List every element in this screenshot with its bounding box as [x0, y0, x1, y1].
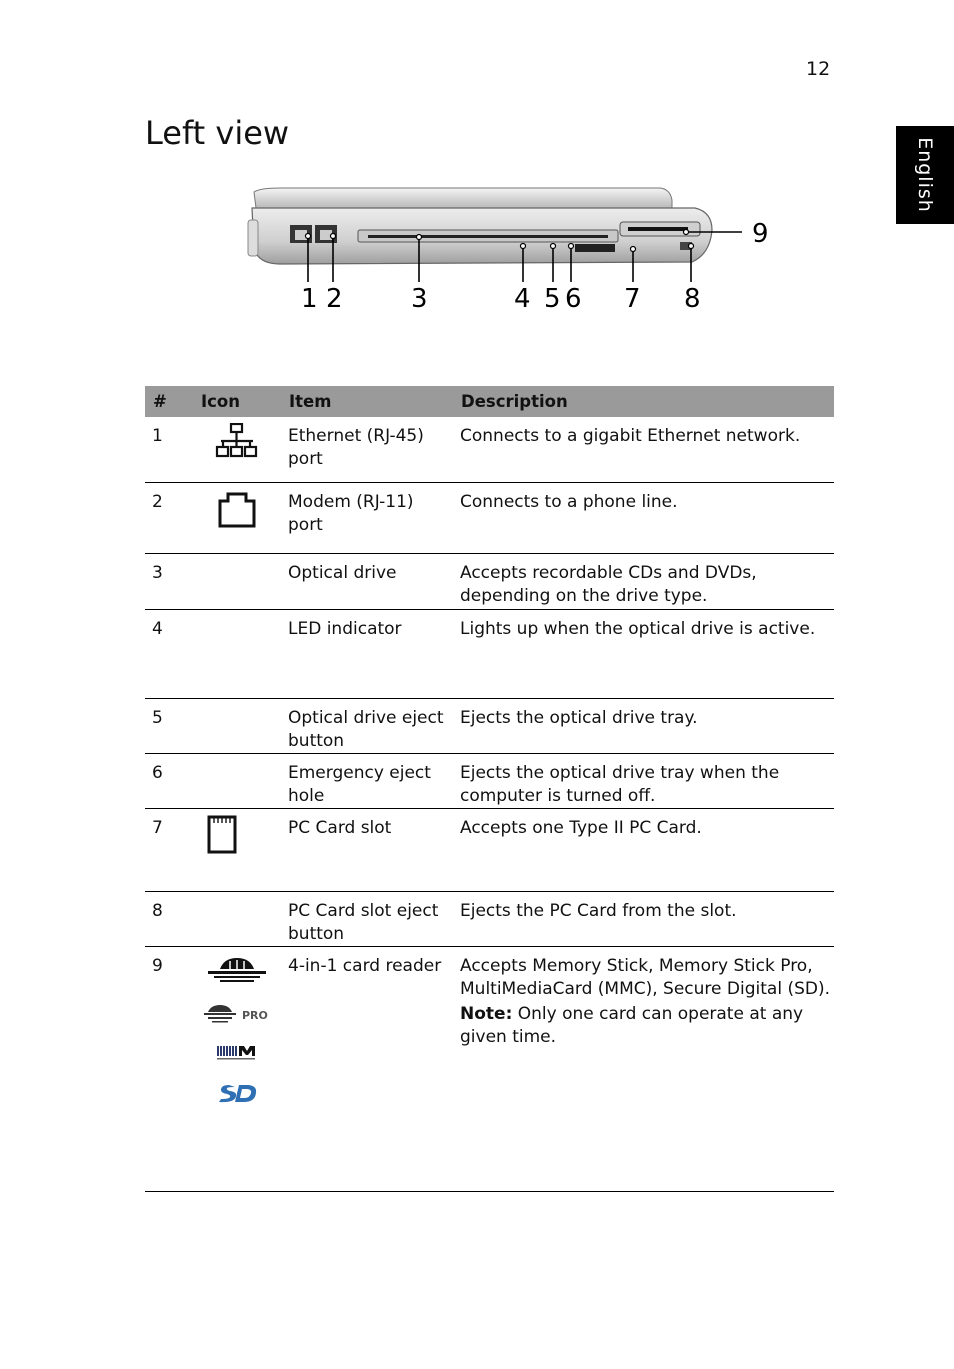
callout-4: 4: [514, 284, 531, 314]
row-icon: [193, 482, 281, 553]
row-number: 3: [145, 553, 193, 609]
row-number: 8: [145, 891, 193, 946]
page-title: Left view: [145, 114, 290, 152]
row-icon: [193, 753, 281, 808]
row-number: 4: [145, 609, 193, 698]
row-item: Optical drive eject button: [281, 698, 453, 753]
row-item: PC Card slot eject button: [281, 891, 453, 946]
card-reader-icons: [193, 953, 281, 1105]
row-description: Accepts recordable CDs and DVDs, depending on the drive type.: [453, 553, 834, 609]
table-row: [145, 482, 834, 553]
header-icon: Icon: [193, 386, 281, 417]
row-description: Ejects the optical drive tray when the computer is turned off.: [453, 753, 834, 808]
row-item: Optical drive: [281, 553, 453, 609]
row-icon: [193, 417, 281, 482]
row-number: 6: [145, 753, 193, 808]
row-description: Connects to a gigabit Ethernet network.: [453, 417, 834, 482]
row-icon: [193, 698, 281, 753]
row-description: Ejects the optical drive tray.: [453, 698, 834, 753]
row-number: 1: [145, 417, 193, 482]
callout-2: 2: [326, 284, 343, 314]
row-description: Ejects the PC Card from the slot.: [453, 891, 834, 946]
row-number: 2: [145, 482, 193, 553]
row-item: LED indicator: [281, 609, 453, 698]
table-row: [145, 808, 834, 891]
table-header-row: [145, 386, 834, 417]
row-description-text: Accepts Memory Stick, Memory Stick Pro, MultiMediaCard (MMC), Secure Digital (SD).: [460, 955, 830, 999]
row-icon: [193, 553, 281, 609]
row-number: 7: [145, 808, 193, 891]
row-number: 5: [145, 698, 193, 753]
laptop-left-view-figure: [240, 182, 780, 322]
row-description: Lights up when the optical drive is active.: [453, 609, 834, 698]
laptop-illustration: [240, 182, 780, 282]
row-icon: [193, 609, 281, 698]
callout-9: 9: [752, 219, 769, 249]
callout-5: 5: [544, 284, 561, 314]
header-description: Description: [453, 386, 834, 417]
table-row: [145, 946, 834, 1191]
callout-6: 6: [565, 284, 582, 314]
row-item: Ethernet (RJ-45) port: [281, 417, 453, 482]
memory-stick-icon: [206, 955, 268, 985]
table-row: [145, 609, 834, 698]
ethernet-icon: [215, 423, 259, 459]
modem-icon: [217, 489, 257, 529]
table-row: [145, 553, 834, 609]
row-description: Connects to a phone line.: [453, 482, 834, 553]
row-description: Accepts one Type II PC Card.: [453, 808, 834, 891]
page-number: 12: [806, 58, 831, 80]
row-number: 9: [145, 946, 193, 1191]
row-icon: [193, 946, 281, 1191]
row-description: [453, 946, 834, 1191]
row-icon: [193, 808, 281, 891]
note-text: Only one card can operate at any given time.: [460, 1003, 804, 1047]
callout-7: 7: [624, 284, 641, 314]
header-number: #: [145, 386, 193, 417]
header-item: Item: [281, 386, 453, 417]
row-item: PC Card slot: [281, 808, 453, 891]
row-note: [460, 1003, 834, 1049]
language-tab: [896, 126, 954, 224]
table-row: [145, 753, 834, 808]
callout-8: 8: [684, 284, 701, 314]
table-row: [145, 417, 834, 482]
multimediacard-icon: [215, 1043, 259, 1063]
callout-3: 3: [411, 284, 428, 314]
row-item: Emergency eject hole: [281, 753, 453, 808]
row-item: 4-in-1 card reader: [281, 946, 453, 1191]
memory-stick-pro-icon: [204, 1003, 270, 1025]
memory-stick-pro-logo-text: PRO: [242, 1008, 268, 1022]
note-label: Note:: [460, 1003, 513, 1024]
port-table: [145, 386, 834, 1192]
callout-1: 1: [301, 284, 318, 314]
sd-card-icon: [215, 1081, 259, 1105]
row-icon: [193, 891, 281, 946]
table-row: [145, 891, 834, 946]
row-item: Modem (RJ-11) port: [281, 482, 453, 553]
language-tab-label: English: [914, 137, 936, 213]
pc-card-icon: [207, 815, 237, 855]
table-row: [145, 698, 834, 753]
